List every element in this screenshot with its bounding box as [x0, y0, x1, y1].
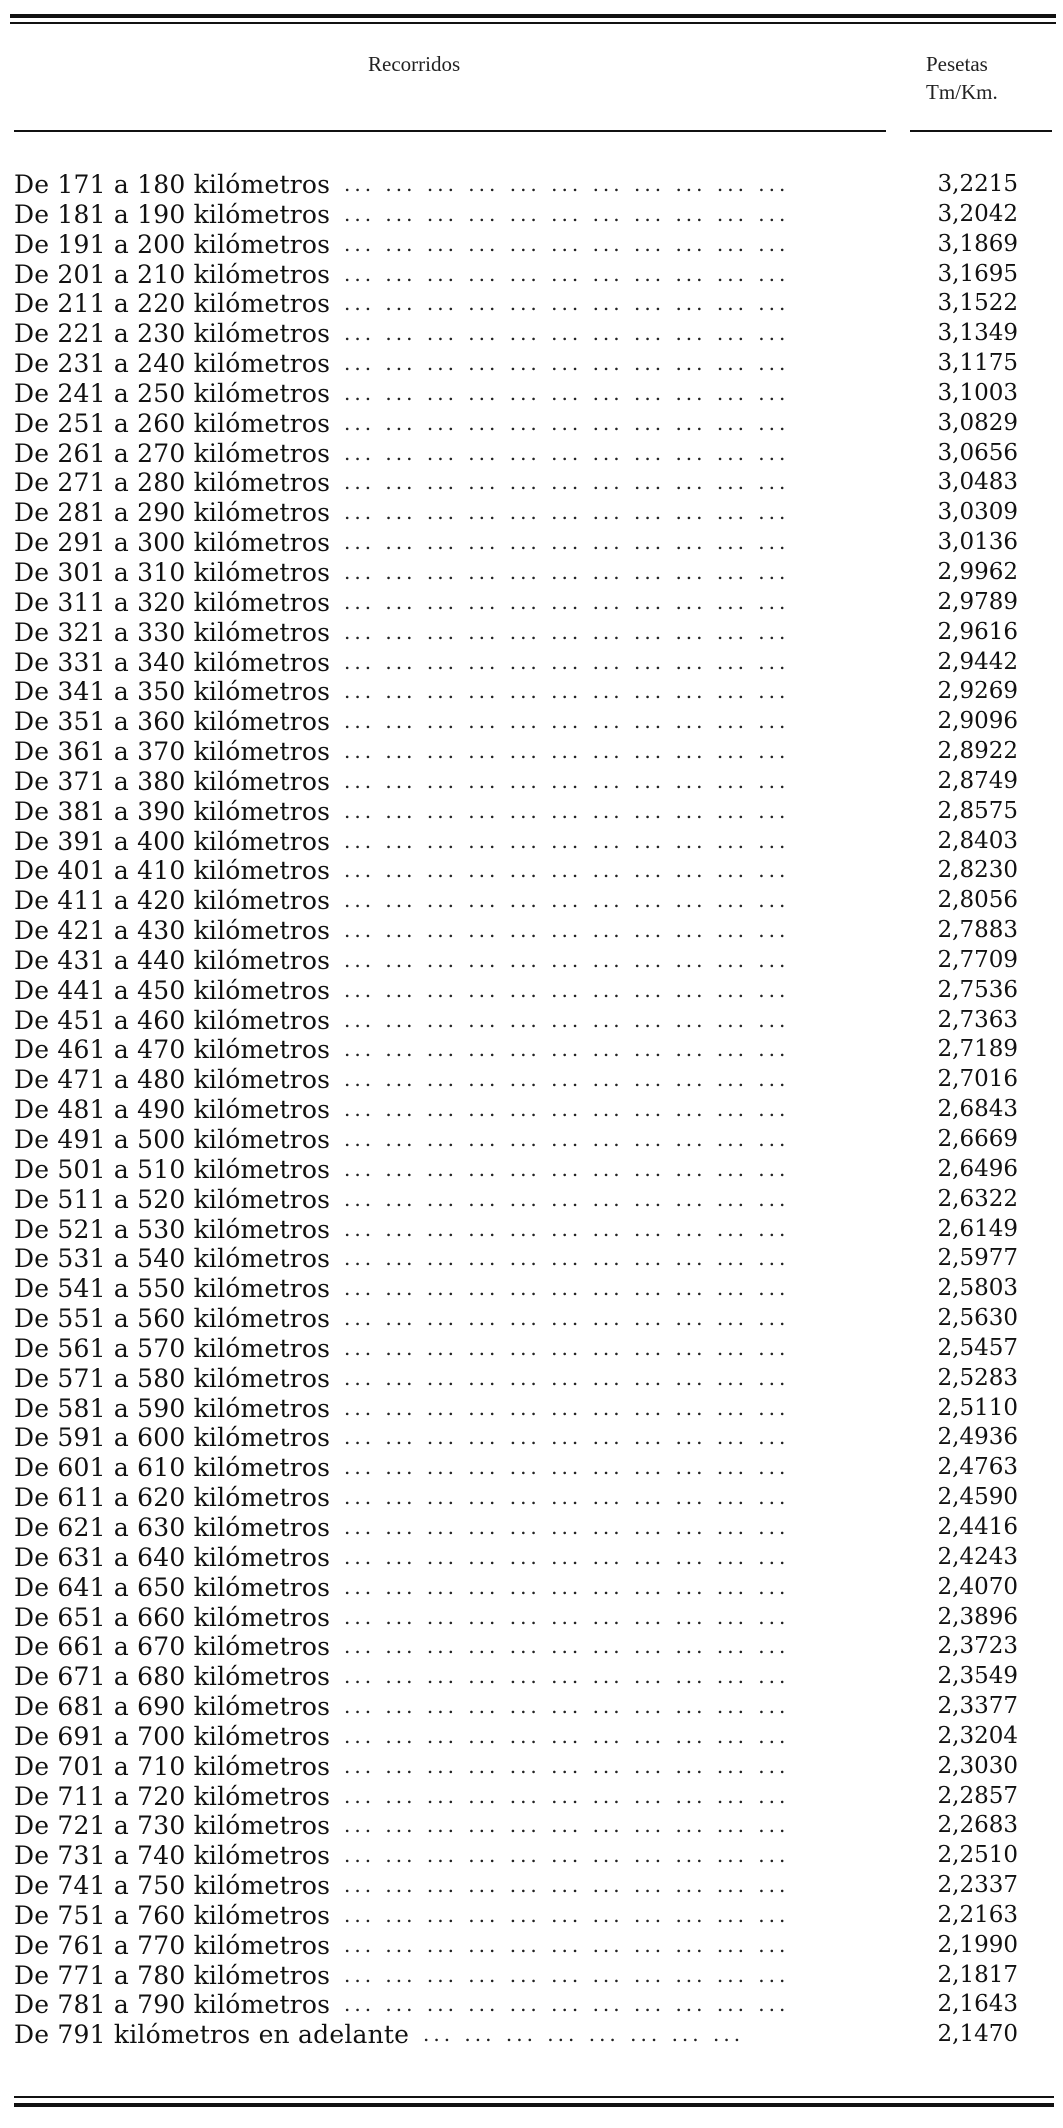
table-row [14, 260, 1054, 290]
leader-dots: ... ... ... ... ... ... ... ... ... ... ... [344, 1604, 790, 1629]
table-row [14, 648, 1054, 678]
table-row [14, 1722, 1054, 1752]
row-label: De 351 a 360 kilómetros [14, 707, 331, 737]
bottom-rule-thick [14, 2103, 1054, 2107]
leader-dots: ... ... ... ... ... ... ... ... ... ... ... [344, 1156, 790, 1181]
row-value: 2,5283 [937, 1364, 1018, 1391]
row-label: De 191 a 200 kilómetros [14, 229, 331, 259]
row-label: De 401 a 410 kilómetros [14, 856, 331, 886]
leader-dots: ... ... ... ... ... ... ... ... [423, 2022, 745, 2047]
row-value: 2,6322 [937, 1185, 1018, 1212]
row-value: 2,6149 [937, 1215, 1018, 1242]
leader-dots: ... ... ... ... ... ... ... ... ... ... ... [344, 1306, 790, 1331]
row-label: De 431 a 440 kilómetros [14, 945, 331, 975]
table-row [14, 1035, 1054, 1065]
leader-dots: ... ... ... ... ... ... ... ... ... ... ... [344, 1902, 790, 1927]
row-label: De 271 a 280 kilómetros [14, 468, 331, 498]
leader-dots: ... ... ... ... ... ... ... ... ... ... ... [344, 1873, 790, 1898]
table-row [14, 767, 1054, 797]
header-rule-right [910, 130, 1052, 132]
leader-dots: ... ... ... ... ... ... ... ... ... ... ... [344, 1634, 790, 1659]
row-label: De 751 a 760 kilómetros [14, 1900, 331, 1930]
table-row [14, 1006, 1054, 1036]
table-row [14, 1782, 1054, 1812]
table-row [14, 349, 1054, 379]
leader-dots: ... ... ... ... ... ... ... ... ... ... ... [344, 1365, 790, 1390]
row-value: 2,8749 [937, 767, 1018, 794]
table-row [14, 558, 1054, 588]
row-value: 2,3377 [937, 1693, 1018, 1720]
table-row [14, 439, 1054, 469]
row-label: De 511 a 520 kilómetros [14, 1184, 331, 1214]
row-value: 2,9442 [937, 648, 1018, 675]
row-label: De 791 kilómetros en adelante [14, 2020, 410, 2050]
table-row [14, 1334, 1054, 1364]
leader-dots: ... ... ... ... ... ... ... ... ... ... ... [344, 1186, 790, 1211]
row-label: De 421 a 430 kilómetros [14, 916, 331, 946]
leader-dots: ... ... ... ... ... ... ... ... ... ... ... [344, 649, 790, 674]
header-rule-left [14, 130, 886, 132]
leader-dots: ... ... ... ... ... ... ... ... ... ... ... [344, 947, 790, 972]
leader-dots: ... ... ... ... ... ... ... ... ... ... ... [344, 201, 790, 226]
row-value: 2,6669 [937, 1126, 1018, 1152]
leader-dots: ... ... ... ... ... ... ... ... ... ... ... [344, 351, 790, 376]
row-label: De 251 a 260 kilómetros [14, 408, 331, 438]
row-label: De 551 a 560 kilómetros [14, 1304, 331, 1334]
row-label: De 371 a 380 kilómetros [14, 766, 331, 796]
leader-dots: ... ... ... ... ... ... ... ... ... ... ... [344, 798, 790, 823]
leader-dots: ... ... ... ... ... ... ... ... ... ... ... [344, 679, 790, 704]
leader-dots: ... ... ... ... ... ... ... ... ... ... ... [344, 828, 790, 853]
table-row [14, 1632, 1054, 1662]
row-value: 2,8922 [937, 738, 1018, 765]
leader-dots: ... ... ... ... ... ... ... ... ... ... ... [344, 1395, 790, 1420]
row-label: De 721 a 730 kilómetros [14, 1811, 331, 1841]
leader-dots: ... ... ... ... ... ... ... ... ... ... ... [344, 768, 790, 793]
leader-dots: ... ... ... ... ... ... ... ... ... ... ... [344, 380, 790, 405]
row-label: De 651 a 660 kilómetros [14, 1602, 331, 1632]
leader-dots: ... ... ... ... ... ... ... ... ... ... ... [344, 440, 790, 465]
row-value: 2,3723 [937, 1633, 1018, 1660]
row-value: 2,5803 [937, 1275, 1018, 1302]
table-row [14, 1692, 1054, 1722]
row-value: 2,5457 [937, 1334, 1018, 1361]
rates-table [14, 170, 1054, 2050]
leader-dots: ... ... ... ... ... ... ... ... ... ... ... [344, 1455, 790, 1480]
row-value: 2,2683 [937, 1812, 1018, 1839]
header-pesetas: Pesetas [926, 52, 988, 76]
row-label: De 171 a 180 kilómetros [14, 170, 331, 199]
row-label: De 661 a 670 kilómetros [14, 1632, 331, 1662]
leader-dots: ... ... ... ... ... ... ... ... ... ... ... [344, 172, 790, 196]
row-label: De 461 a 470 kilómetros [14, 1035, 331, 1065]
leader-dots: ... ... ... ... ... ... ... ... ... ... ... [344, 709, 790, 734]
row-value: 2,7189 [937, 1036, 1018, 1063]
leader-dots: ... ... ... ... ... ... ... ... ... ... ... [344, 321, 790, 346]
row-value: 2,7363 [937, 1006, 1018, 1033]
leader-dots: ... ... ... ... ... ... ... ... ... ... ... [344, 1485, 790, 1510]
row-value: 2,6843 [937, 1096, 1018, 1123]
table-row [14, 916, 1054, 946]
row-label: De 711 a 720 kilómetros [14, 1781, 331, 1811]
table-row [14, 230, 1054, 260]
row-value: 3,2215 [937, 171, 1018, 197]
row-value: 2,5977 [937, 1245, 1018, 1272]
leader-dots: ... ... ... ... ... ... ... ... ... ... ... [344, 1992, 790, 2017]
header-unit: Tm/Km. [926, 80, 998, 104]
leader-dots: ... ... ... ... ... ... ... ... ... ... ... [344, 1276, 790, 1301]
table-row [14, 1811, 1054, 1841]
table-row [14, 1304, 1054, 1334]
leader-dots: ... ... ... ... ... ... ... ... ... ... ... [344, 1216, 790, 1241]
leader-dots: ... ... ... ... ... ... ... ... ... ... ... [344, 619, 790, 644]
row-value: 2,3030 [937, 1752, 1018, 1779]
leader-dots: ... ... ... ... ... ... ... ... ... ... ... [344, 1007, 790, 1032]
table-row [14, 289, 1054, 319]
row-value: 3,2042 [937, 200, 1018, 227]
row-label: De 581 a 590 kilómetros [14, 1393, 331, 1423]
leader-dots: ... ... ... ... ... ... ... ... ... ... ... [344, 1723, 790, 1748]
leader-dots: ... ... ... ... ... ... ... ... ... ... ... [344, 1753, 790, 1778]
leader-dots: ... ... ... ... ... ... ... ... ... ... ... [344, 1246, 790, 1271]
table-row [14, 200, 1054, 230]
row-value: 3,0829 [937, 409, 1018, 436]
row-value: 2,9269 [937, 678, 1018, 705]
bottom-rule-thin [14, 2096, 1054, 2098]
table-row [14, 1095, 1054, 1125]
table-row [14, 1423, 1054, 1453]
row-value: 2,2510 [937, 1842, 1018, 1869]
row-label: De 681 a 690 kilómetros [14, 1692, 331, 1722]
row-value: 2,3549 [937, 1663, 1018, 1690]
top-rule-thick [10, 14, 1056, 18]
row-label: De 231 a 240 kilómetros [14, 349, 331, 379]
table-row [14, 468, 1054, 498]
row-label: De 481 a 490 kilómetros [14, 1095, 331, 1125]
row-label: De 771 a 780 kilómetros [14, 1960, 331, 1990]
row-value: 2,7016 [937, 1066, 1018, 1093]
row-value: 2,9096 [937, 708, 1018, 735]
row-value: 3,0483 [937, 469, 1018, 496]
leader-dots: ... ... ... ... ... ... ... ... ... ... ... [344, 500, 790, 525]
row-label: De 211 a 220 kilómetros [14, 289, 331, 319]
row-value: 2,8575 [937, 797, 1018, 824]
row-label: De 361 a 370 kilómetros [14, 737, 331, 767]
table-row [14, 1065, 1054, 1095]
leader-dots: ... ... ... ... ... ... ... ... ... ... ... [344, 1097, 790, 1122]
leader-dots: ... ... ... ... ... ... ... ... ... ... ... [344, 530, 790, 555]
table-row [14, 737, 1054, 767]
row-label: De 471 a 480 kilómetros [14, 1065, 331, 1095]
leader-dots: ... ... ... ... ... ... ... ... ... ... ... [344, 470, 790, 495]
leader-dots: ... ... ... ... ... ... ... ... ... ... ... [344, 1067, 790, 1092]
table-row [14, 1364, 1054, 1394]
top-rule-thin [10, 22, 1056, 24]
table-row [14, 409, 1054, 439]
row-label: De 731 a 740 kilómetros [14, 1841, 331, 1871]
leader-dots: ... ... ... ... ... ... ... ... ... ... ... [344, 1574, 790, 1599]
leader-dots: ... ... ... ... ... ... ... ... ... ... ... [344, 1127, 790, 1151]
row-value: 2,8056 [937, 887, 1018, 914]
row-value: 2,8230 [937, 857, 1018, 884]
row-value: 3,1003 [937, 379, 1018, 406]
row-label: De 761 a 770 kilómetros [14, 1930, 331, 1960]
table-row [14, 1752, 1054, 1782]
leader-dots: ... ... ... ... ... ... ... ... ... ... ... [344, 1425, 790, 1450]
leader-dots: ... ... ... ... ... ... ... ... ... ... ... [344, 231, 790, 256]
row-label: De 291 a 300 kilómetros [14, 528, 331, 558]
table-row [14, 2020, 1054, 2050]
row-value: 2,2337 [937, 1872, 1018, 1899]
table-row [14, 1483, 1054, 1513]
row-label: De 491 a 500 kilómetros [14, 1125, 331, 1154]
table-row [14, 1185, 1054, 1215]
leader-dots: ... ... ... ... ... ... ... ... ... ... ... [344, 1932, 790, 1957]
row-value: 2,8403 [937, 827, 1018, 854]
row-label: De 451 a 460 kilómetros [14, 1005, 331, 1035]
row-value: 2,4936 [937, 1424, 1018, 1451]
table-row [14, 1871, 1054, 1901]
row-value: 2,4590 [937, 1484, 1018, 1511]
table-row [14, 498, 1054, 528]
leader-dots: ... ... ... ... ... ... ... ... ... ... ... [344, 410, 790, 435]
table-row [14, 707, 1054, 737]
table-row [14, 827, 1054, 857]
row-label: De 331 a 340 kilómetros [14, 647, 331, 677]
leader-dots: ... ... ... ... ... ... ... ... ... ... ... [344, 1962, 790, 1987]
row-label: De 561 a 570 kilómetros [14, 1333, 331, 1363]
table-row [14, 170, 1054, 200]
row-value: 2,4416 [937, 1513, 1018, 1540]
table-row [14, 886, 1054, 916]
row-label: De 301 a 310 kilómetros [14, 557, 331, 587]
row-value: 2,3896 [937, 1603, 1018, 1630]
table-row [14, 1244, 1054, 1274]
row-value: 2,4243 [937, 1543, 1018, 1570]
leader-dots: ... ... ... ... ... ... ... ... ... ... ... [344, 1037, 790, 1062]
row-value: 2,5110 [937, 1394, 1018, 1421]
row-value: 2,2163 [937, 1901, 1018, 1928]
row-value: 3,1869 [937, 230, 1018, 257]
row-label: De 601 a 610 kilómetros [14, 1453, 331, 1483]
row-label: De 671 a 680 kilómetros [14, 1662, 331, 1692]
leader-dots: ... ... ... ... ... ... ... ... ... ... ... [344, 888, 790, 913]
leader-dots: ... ... ... ... ... ... ... ... ... ... ... [344, 1664, 790, 1689]
row-label: De 261 a 270 kilómetros [14, 438, 331, 468]
row-label: De 181 a 190 kilómetros [14, 199, 331, 229]
row-label: De 391 a 400 kilómetros [14, 826, 331, 856]
row-value: 2,4763 [937, 1454, 1018, 1481]
table-row [14, 1125, 1054, 1155]
table-row [14, 1901, 1054, 1931]
row-label: De 441 a 450 kilómetros [14, 975, 331, 1005]
table-row [14, 1274, 1054, 1304]
leader-dots: ... ... ... ... ... ... ... ... ... ... ... [344, 977, 790, 1002]
table-row [14, 946, 1054, 976]
table-row [14, 1453, 1054, 1483]
leader-dots: ... ... ... ... ... ... ... ... ... ... ... [344, 1544, 790, 1569]
row-value: 2,1643 [937, 1991, 1018, 2018]
row-value: 3,0309 [937, 499, 1018, 526]
table-row [14, 976, 1054, 1006]
leader-dots: ... ... ... ... ... ... ... ... ... ... ... [344, 918, 790, 943]
table-row [14, 1155, 1054, 1185]
table-row [14, 1394, 1054, 1424]
header-recorridos: Recorridos [368, 52, 461, 76]
row-label: De 741 a 750 kilómetros [14, 1871, 331, 1901]
row-value: 2,4070 [937, 1573, 1018, 1600]
row-label: De 201 a 210 kilómetros [14, 259, 331, 289]
row-value: 2,6496 [937, 1155, 1018, 1182]
leader-dots: ... ... ... ... ... ... ... ... ... ... ... [344, 858, 790, 883]
row-value: 3,1695 [937, 260, 1018, 287]
table-row [14, 1603, 1054, 1633]
row-value: 3,1349 [937, 320, 1018, 347]
leader-dots: ... ... ... ... ... ... ... ... ... ... ... [344, 1813, 790, 1838]
row-label: De 411 a 420 kilómetros [14, 886, 331, 916]
table-row [14, 797, 1054, 827]
row-label: De 341 a 350 kilómetros [14, 677, 331, 707]
row-value: 2,7883 [937, 917, 1018, 944]
row-value: 2,9962 [937, 558, 1018, 585]
leader-dots: ... ... ... ... ... ... ... ... ... ... ... [344, 739, 790, 764]
table-row [14, 1662, 1054, 1692]
row-label: De 501 a 510 kilómetros [14, 1154, 331, 1184]
table-row [14, 379, 1054, 409]
table-row [14, 1543, 1054, 1573]
row-label: De 321 a 330 kilómetros [14, 617, 331, 647]
row-label: De 281 a 290 kilómetros [14, 498, 331, 528]
row-value: 3,0656 [937, 439, 1018, 466]
table-row [14, 1990, 1054, 2020]
leader-dots: ... ... ... ... ... ... ... ... ... ... ... [344, 1514, 790, 1539]
row-value: 2,9789 [937, 588, 1018, 615]
row-label: De 621 a 630 kilómetros [14, 1512, 331, 1542]
row-label: De 691 a 700 kilómetros [14, 1721, 331, 1751]
table-row [14, 677, 1054, 707]
table-row [14, 856, 1054, 886]
row-label: De 611 a 620 kilómetros [14, 1483, 331, 1513]
leader-dots: ... ... ... ... ... ... ... ... ... ... ... [344, 261, 790, 286]
row-value: 2,9616 [937, 618, 1018, 645]
row-label: De 521 a 530 kilómetros [14, 1214, 331, 1244]
row-label: De 541 a 550 kilómetros [14, 1274, 331, 1304]
table-row [14, 588, 1054, 618]
leader-dots: ... ... ... ... ... ... ... ... ... ... ... [344, 559, 790, 584]
row-value: 2,3204 [937, 1722, 1018, 1749]
leader-dots: ... ... ... ... ... ... ... ... ... ... ... [344, 1783, 790, 1808]
row-value: 2,1470 [937, 2021, 1018, 2048]
leader-dots: ... ... ... ... ... ... ... ... ... ... ... [344, 291, 790, 316]
row-value: 2,1990 [937, 1931, 1018, 1958]
row-label: De 591 a 600 kilómetros [14, 1423, 331, 1453]
table-row [14, 319, 1054, 349]
table-row [14, 1513, 1054, 1543]
row-label: De 241 a 250 kilómetros [14, 378, 331, 408]
row-label: De 641 a 650 kilómetros [14, 1572, 331, 1602]
table-row [14, 1961, 1054, 1991]
row-value: 3,1522 [937, 290, 1018, 317]
row-label: De 531 a 540 kilómetros [14, 1244, 331, 1274]
table-row [14, 618, 1054, 648]
row-value: 3,0136 [937, 529, 1018, 556]
row-label: De 381 a 390 kilómetros [14, 796, 331, 826]
row-value: 2,5630 [937, 1305, 1018, 1332]
row-value: 2,7709 [937, 946, 1018, 973]
row-value: 3,1175 [937, 350, 1018, 377]
row-label: De 701 a 710 kilómetros [14, 1751, 331, 1781]
row-label: De 781 a 790 kilómetros [14, 1990, 331, 2020]
table-row [14, 528, 1054, 558]
row-value: 2,2857 [937, 1782, 1018, 1809]
row-label: De 221 a 230 kilómetros [14, 319, 331, 349]
row-value: 2,7536 [937, 976, 1018, 1003]
leader-dots: ... ... ... ... ... ... ... ... ... ... ... [344, 589, 790, 614]
leader-dots: ... ... ... ... ... ... ... ... ... ... ... [344, 1843, 790, 1868]
table-row [14, 1841, 1054, 1871]
row-label: De 631 a 640 kilómetros [14, 1542, 331, 1572]
row-label: De 571 a 580 kilómetros [14, 1363, 331, 1393]
table-row [14, 1931, 1054, 1961]
leader-dots: ... ... ... ... ... ... ... ... ... ... ... [344, 1694, 790, 1719]
row-value: 2,1817 [937, 1961, 1018, 1988]
table-row [14, 1215, 1054, 1245]
table-row [14, 1573, 1054, 1603]
row-label: De 311 a 320 kilómetros [14, 587, 331, 617]
leader-dots: ... ... ... ... ... ... ... ... ... ... ... [344, 1335, 790, 1360]
